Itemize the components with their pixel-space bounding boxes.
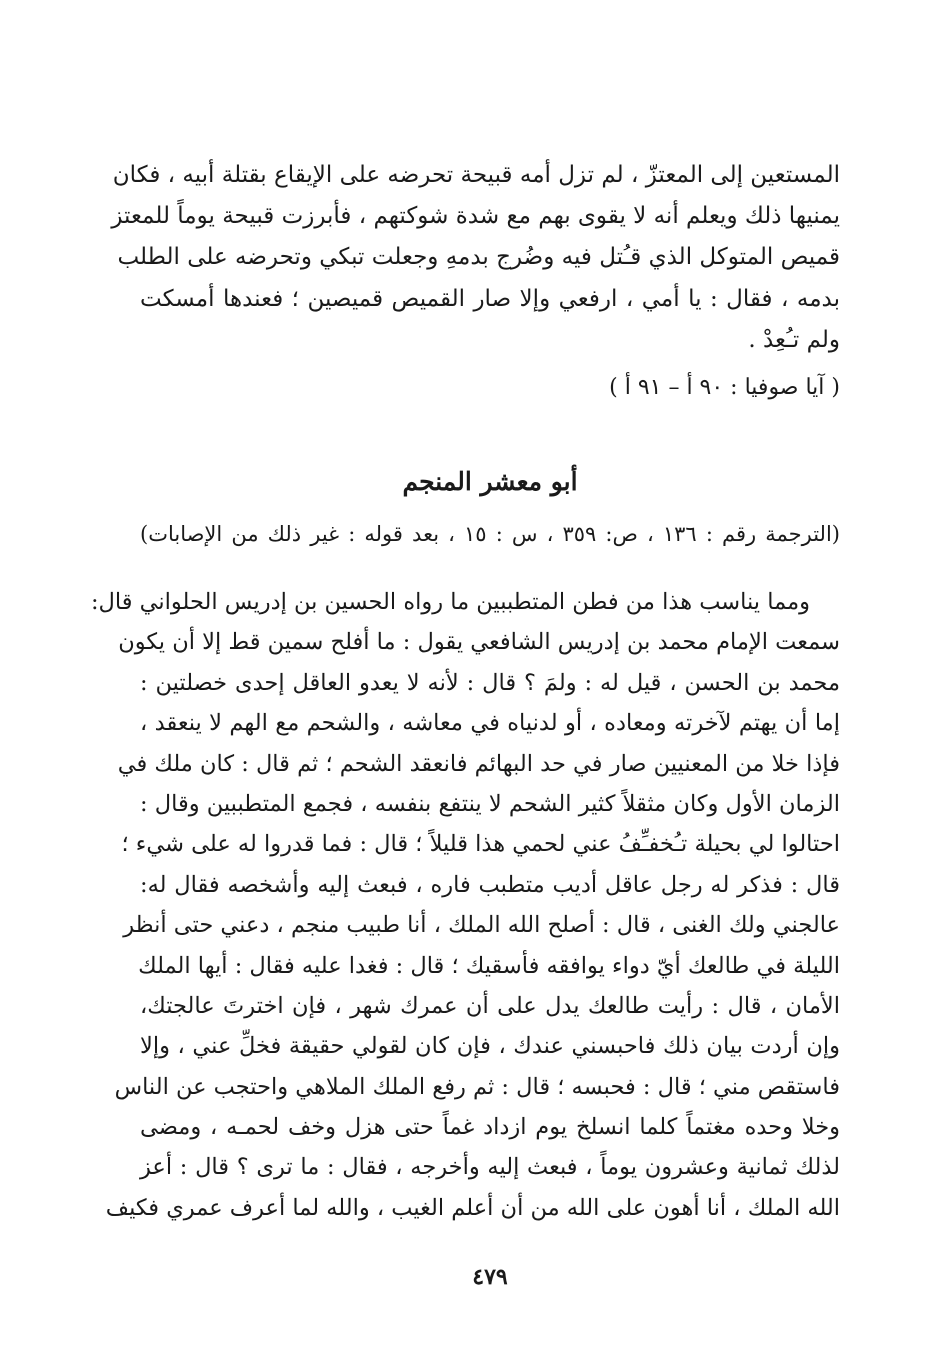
text-line: وإن أردت بيان ذلك فاحبسني عندك ، فإن كان لقولي حقيقة فخلِّ عني ، وإلا <box>140 1033 840 1060</box>
text-line: الزمان الأول وكان مثقلاً كثير الشحم لا ينتفع بنفسه ، فجمع المتطببين وقال : <box>140 790 840 817</box>
page-number: ٤٧٩ <box>472 1264 508 1290</box>
text-line: إما أن يهتم لآخرته ومعاده ، أو لدنياه في معاشه ، والشحم مع الهم لا ينعقد ، <box>140 710 840 737</box>
text-line: يمنيها ذلك ويعلم أنه لا يقوى بهم مع شدة شوكتهم ، فأبرزت قبيحة يوماً للمعتز <box>111 203 840 230</box>
text-line: الله الملك ، أنا أهون على الله من أن أعلم الغيب ، والله لما أعرف عمري فكيف <box>105 1194 840 1221</box>
text-line: لذلك ثمانية وعشرون يوماً ، فبعث إليه وأخرجه ، فقال : ما ترى ؟ قال : أعز <box>140 1154 840 1181</box>
paragraph-1 <box>111 155 840 361</box>
section-note: (الترجمة رقم : ١٣٦ ، ص: ٣٥٩ ، س : ١٥ ، بعد قوله : غير ذلك من الإصابات) <box>140 522 840 546</box>
text-line: فاستقص مني ؛ قال : فحبسه ؛ قال : ثم رفع الملك الملاهي واحتجب عن الناس <box>114 1073 840 1100</box>
paragraph-2 <box>90 582 840 1228</box>
text-line: ولم تـُعِدْ . <box>748 326 840 353</box>
text-line: الأمان ، قال : رأيت طالعك يدل على أن عمرك شهر ، فإن اخترتَ عالجتك، <box>140 992 840 1019</box>
text-line: المستعين إلى المعتزّ ، لم تزل أمه قبيحة تحرضه على الإيقاع بقتلة أبيه ، فكان <box>112 162 840 188</box>
text-line: وخلا وحده مغتماً كلما انسلخ يوم ازداد غماً حتى هزل وخف لحمـه ، ومضى <box>140 1114 840 1141</box>
text-line: فإذا خلا من المعنيين صار في حد البهائم فانعقد الشحم ؛ ثم قال : كان ملك في <box>117 750 840 777</box>
text-line: عالجني ولك الغنى ، قال : أصلح الله الملك ، أنا طبيب منجم ، دعني حتى أنظر <box>123 912 840 939</box>
source-reference: ( آيا صوفيا : ٩٠ أ – ٩١ أ ) <box>609 375 840 400</box>
text-line: الليلة في طالعك أيّ دواء يوافقه فأسقيك ؛ قال : فغدا عليه فقال : أيها الملك <box>138 952 840 979</box>
text-line: محمد بن الحسن ، قيل له : ولمَ ؟ قال : لأنه لا يعدو العاقل إحدى خصلتين : <box>140 669 840 696</box>
text-line: سمعت الإمام محمد بن إدريس الشافعي يقول : ما أفلح سمين قط إلا أن يكون <box>118 629 840 656</box>
section-heading: أبو معشر المنجم <box>402 467 578 496</box>
text-line: ومما يناسب هذا من فطن المتطببين ما رواه الحسين بن إدريس الحلواني قال: <box>90 589 810 615</box>
text-line: قال : فذكر له رجل عاقل أديب متطبب فاره ، فبعث إليه وأشخصه فقال له: <box>140 871 840 898</box>
text-line: قميص المتوكل الذي قـُتل فيه وضُرج بدمهِ وجعلت تبكي وتحرضه على الطلب <box>117 244 840 271</box>
text-line: بدمه ، فقال : يا أمي ، ارفعي وإلا صار القميص قميصين ؛ فعندها أمسكت <box>140 285 840 312</box>
text-line: احتالوا لي بحيلة تـُخفـِّفُ عني لحمي هذا قليلاً ؛ قال : فما قدروا له على شيء ؛ <box>121 831 840 858</box>
